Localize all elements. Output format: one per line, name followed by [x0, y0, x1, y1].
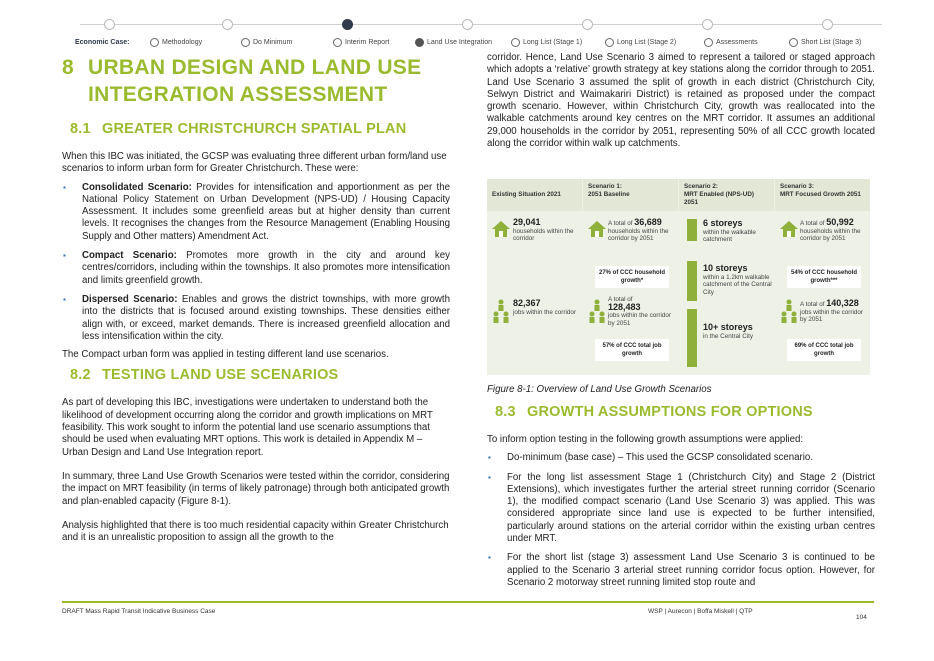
footer-authors: WSP | Aurecon | Boffa Miskell | QTP — [648, 608, 753, 615]
progress-dot[interactable] — [222, 19, 233, 30]
house-icon — [588, 221, 606, 237]
people-icon — [492, 299, 510, 325]
figure-column-header: Existing Situation 2021 — [487, 179, 582, 211]
paragraph: To inform option testing in the following growth assumptions were applied: — [487, 434, 804, 445]
subsection-heading-8-3: 8.3 GROWTH ASSUMPTIONS FOR OPTIONS — [495, 404, 813, 420]
scenario2-10plus-storeys: 10+ storeys in the Central City — [703, 322, 754, 340]
stage-link-long-list-stage1[interactable]: Long List (Stage 1) — [511, 38, 582, 47]
radio-icon — [333, 38, 342, 47]
scenario3-household-badge: 54% of CCC household growth*** — [787, 266, 861, 288]
radio-icon — [605, 38, 614, 47]
scenario3-jobs: A total of 140,328 jobs within the corridor by 2051 — [800, 298, 863, 323]
scenario3-jobs-badge: 69% of CCC total job growth — [787, 339, 861, 361]
stage-link-long-list-stage2[interactable]: Long List (Stage 2) — [605, 38, 676, 47]
stage-link-methodology[interactable]: Methodology — [150, 38, 202, 47]
footer-divider — [62, 601, 874, 603]
progress-dot[interactable] — [582, 19, 593, 30]
footer-document-title: DRAFT Mass Rapid Transit Indicative Business Case — [62, 608, 216, 615]
building-icon — [687, 219, 697, 241]
paragraph: When this IBC was initiated, the GCSP was evaluating three different urban form/land use scenarios to inform urban form for Greater Christchurch. These were: — [62, 151, 447, 175]
radio-icon — [704, 38, 713, 47]
scenario2-10-storeys: 10 storeys within a 1.2km walkable catchment of the Central City — [703, 263, 772, 296]
figure-caption: Figure 8-1: Overview of Land Use Growth Scenarios — [487, 384, 712, 395]
paragraph: As part of developing this IBC, investigations were undertaken to understand both the likelihood of development occurring along the corridor and growth implications on MRT feasibility. This work sought to inform the potential land use scenario assumptions that should be used when evaluating MRT options. This work is detailed in Appendix M – Urban Design and Land Use Integration report. — [62, 397, 433, 458]
stage-link-interim-report[interactable]: Interim Report — [333, 38, 389, 47]
progress-dot[interactable] — [462, 19, 473, 30]
list-item: ▪ Compact Scenario: Promotes more growth in the city and around key centres/corridors, including within the townships. It also promotes more intensification and limits greenfield growth. — [62, 250, 450, 287]
radio-icon — [511, 38, 520, 47]
list-item: ▪ Consolidated Scenario: Provides for intensification and apportionment as per the National Policy Statement on Urban Development (NPS-UD) / Housing Capacity Assessment. It includes some greenfield areas but at higher density than current levels. It recognises the changes from the Resource Management (Enabling Housing Supply and Other matters) Amendment Act. — [62, 182, 450, 243]
list-item: ▪ Do-minimum (base case) – This used the GCSP consolidated scenario. — [487, 452, 875, 464]
progress-dot-current[interactable] — [342, 19, 353, 30]
scenario1-jobs-badge: 57% of CCC total job growth — [595, 339, 669, 361]
progress-line — [80, 24, 882, 25]
paragraph: In summary, three Land Use Growth Scenarios were tested within the corridor, considering the impact on MRT feasibility (in terms of likely patronage) through both anticipated growth and plan-enabled capacity (Figure 8-1). — [62, 470, 450, 507]
existing-households: 29,041 households within the corridor — [513, 217, 574, 242]
economic-case-label: Economic Case: — [75, 39, 130, 46]
section-8-3 — [487, 404, 875, 589]
radio-selected-icon — [415, 38, 424, 47]
subsection-heading-8-2: 8.2 TESTING LAND USE SCENARIOS — [70, 367, 339, 384]
people-icon — [588, 299, 606, 325]
paragraph: The Compact urban form was applied in testing different land use scenarios. — [62, 349, 389, 361]
land-use-scenarios-figure — [487, 179, 870, 375]
figure-column-header: Scenario 1: 2051 Baseline — [583, 179, 678, 211]
building-icon — [687, 261, 697, 301]
scenario2-6-storeys: 6 storeys within the walkable catchment — [703, 218, 756, 243]
progress-dot[interactable] — [104, 19, 115, 30]
list-item: ▪ For the short list (stage 3) assessment Land Use Scenario 3 is continued to be applied to the Scenario 3 arterial street running corridor focus option. However, for Scenario 2 motorway street running limited stop route and — [487, 552, 875, 589]
left-column — [62, 52, 450, 544]
people-icon — [780, 299, 798, 325]
stage-link-assessments[interactable]: Assessments — [704, 38, 758, 47]
subsection-heading-8-1: 8.1 GREATER CHRISTCHURCH SPATIAL PLAN — [70, 121, 407, 137]
radio-icon — [241, 38, 250, 47]
house-icon — [780, 221, 798, 237]
building-icon — [687, 309, 697, 367]
section-heading: 8 URBAN DESIGN AND LAND USE INTEGRATION ASSESSMENT — [62, 56, 422, 106]
figure-column-header: Scenario 3: MRT Focused Growth 2051 — [775, 179, 870, 211]
scenario1-households: A total of 36,689 households within the corridor by 2051 — [608, 217, 669, 242]
existing-jobs: 82,367 jobs within the corridor — [513, 298, 576, 316]
house-icon — [492, 221, 510, 237]
radio-icon — [150, 38, 159, 47]
paragraph: corridor. Hence, Land Use Scenario 3 aimed to represent a tailored or staged approach which adopts a ‘relative’ growth strategy at key stations along the corridor through to 2051. Land Use Scenario 3 assumed the split of growth in each district (Christchurch City, Selwyn District and Waimakariri District) is retained as proposed under the compact growth scenario. However, within Christchurch City, growth was reallocated into the walkable catchments around key centres on the MRT corridor. It assumes an additional 29,000 households in the corridor by 2051, representing 50% of all CCC growth located along the corridor within walk up catchments. — [487, 52, 875, 150]
list-item: ▪ For the long list assessment Stage 1 (Christchurch City) and Stage 2 (District Extensions), which investigates further the arterial street running corridor (Scenario 1), the modified compact scenario (Land Use Scenario 3) was applied. This was considered appropriate since land use is expected to be further intensified, particularly around stations on the arterial corridor within the existing urban centres under MRT. — [487, 472, 875, 546]
figure-column-header: Scenario 2: MRT Enabled (NPS-UD) 2051 — [679, 179, 774, 211]
scenario1-household-badge: 27% of CCC household growth* — [595, 266, 669, 288]
page-number: 104 — [856, 614, 867, 621]
radio-icon — [789, 38, 798, 47]
progress-dot[interactable] — [822, 19, 833, 30]
stage-link-do-minimum[interactable]: Do Minimum — [241, 38, 292, 47]
list-item: ▪ Dispersed Scenario: Enables and grows the district townships, with more growth into the districts that is focused around existing townships. These densities either align with, or exceed, market demands. There is increased greenfield allocation and less intensification within the city. — [62, 294, 450, 343]
paragraph: Analysis highlighted that there is too much residential capacity within Greater Christchurch and it is an unrealistic proposition to assign all the growth to the — [62, 519, 449, 544]
growth-assumptions-list — [487, 452, 875, 589]
progress-dot[interactable] — [702, 19, 713, 30]
stage-link-land-use-integration[interactable]: Land Use Integration — [415, 38, 492, 47]
scenario3-households: A total of 50,992 households within the corridor by 2051 — [800, 217, 861, 242]
right-column — [487, 52, 875, 150]
progress-navigation — [0, 0, 934, 52]
stage-link-short-list-stage3[interactable]: Short List (Stage 3) — [789, 38, 861, 47]
scenario-list — [62, 182, 450, 344]
scenario1-jobs: A total of 128,483 jobs within the corridor by 2051 — [608, 296, 671, 327]
